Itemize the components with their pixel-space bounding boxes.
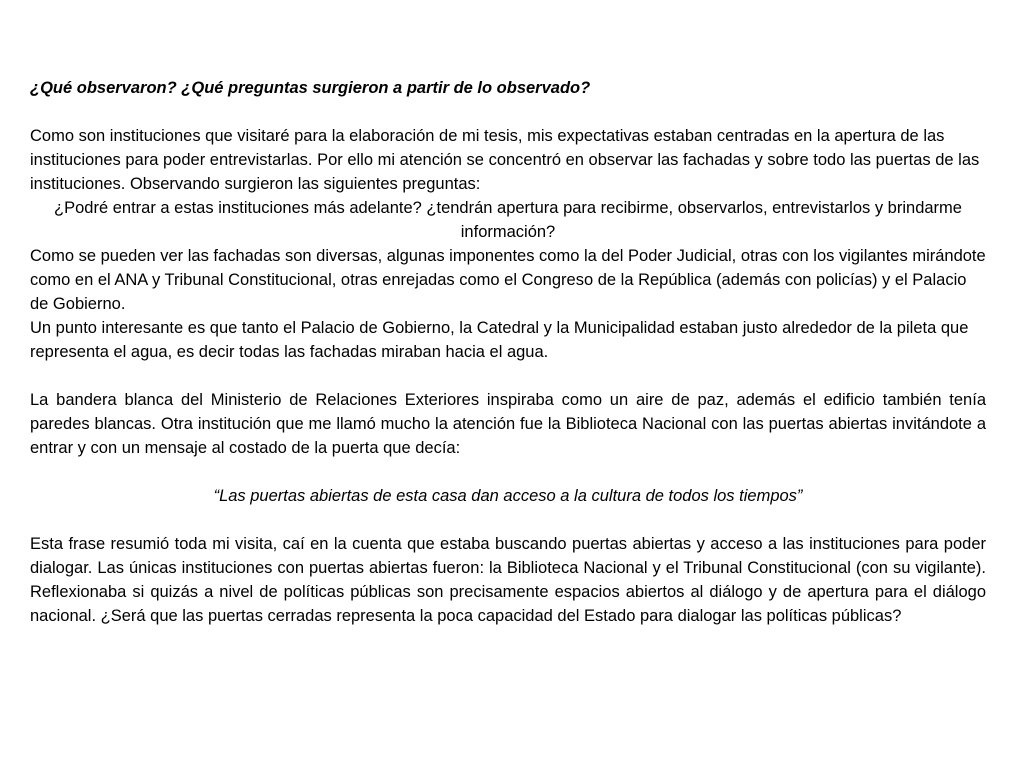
paragraph-fountain: Un punto interesante es que tanto el Palacio de Gobierno, la Catedral y la Municipalidad estaban justo alrededor de la pileta que representa el agua, es decir todas las fachadas miraban hacia el agua. xyxy=(30,319,969,361)
spacer xyxy=(30,460,986,484)
paragraph-facades: Como se pueden ver las fachadas son diversas, algunas imponentes como la del Poder Judicial, otras con los vigilantes mirándote como en el ANA y Tribunal Constitucional, otras enrejadas como el Congreso de la República (además con policías) y el Palacio de Gobierno. xyxy=(30,247,986,313)
paragraph-expectations: Como son instituciones que visitaré para la elaboración de mi tesis, mis expectativas estaban centradas en la apertura de las instituciones para poder entrevistarlas. Por ello mi atención se concentró en observar las fachadas y sobre todo las puertas de las instituciones. Observando surgieron las siguientes preguntas: xyxy=(30,127,980,193)
spacer xyxy=(30,364,986,388)
spacer xyxy=(30,508,986,532)
slide-text-body xyxy=(30,76,986,628)
paragraph-white-flag: La bandera blanca del Ministerio de Relaciones Exteriores inspiraba como un aire de paz, además el edificio también tenía paredes blancas. Otra institución que me llamó mucho la atención fue la Biblioteca Nacional con las puertas abiertas invitándote a entrar y con un mensaje al costado de la puerta que decía: xyxy=(30,391,986,457)
slide-heading: ¿Qué observaron? ¿Qué preguntas surgieron a partir de lo observado? xyxy=(30,79,591,97)
paragraph-reflection: Esta frase resumió toda mi visita, caí en la cuenta que estaba buscando puertas abiertas y acceso a las instituciones para poder dialogar. Las únicas instituciones con puertas abiertas fueron: la Biblioteca Nacional y el Tribunal Constitucional (con su vigilante). Reflexionaba si quizás a nivel de políticas públicas son precisamente espacios abiertos al diálogo y de apertura para el diálogo nacional. ¿Será que las puertas cerradas representa la poca capacidad del Estado para dialogar las políticas públicas? xyxy=(30,535,986,625)
question-line: ¿Podré entrar a estas instituciones más adelante? ¿tendrán apertura para recibirme, observarlos, entrevistarlos y brindarme información? xyxy=(54,199,962,241)
library-quote: “Las puertas abiertas de esta casa dan acceso a la cultura de todos los tiempos” xyxy=(213,487,803,505)
spacer xyxy=(30,100,986,124)
